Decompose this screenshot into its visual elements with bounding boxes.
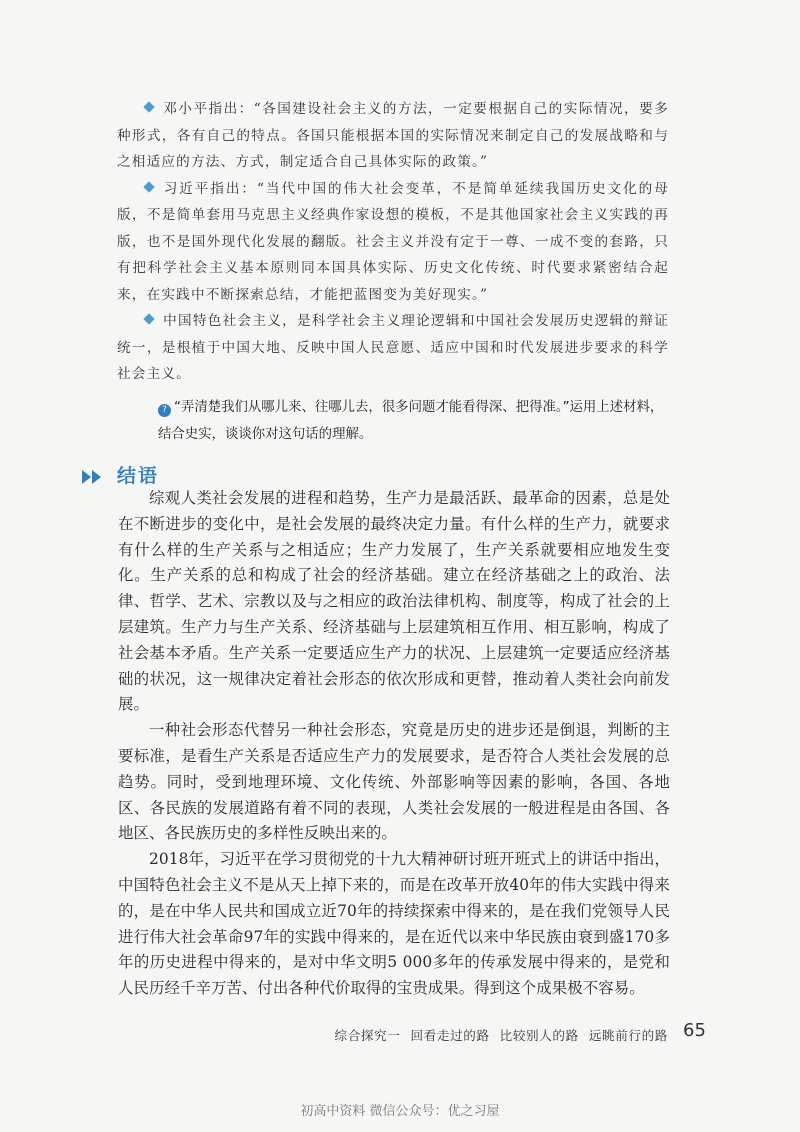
conclusion-body (118, 486, 670, 1002)
page-number: 65 (683, 1020, 706, 1041)
double-arrow-icon (82, 470, 108, 484)
quote-xi (117, 176, 669, 309)
diamond-bullet-icon (143, 181, 154, 192)
running-footer (325, 1025, 668, 1044)
watermark-text: 初高中资料 微信公众号：优之习屋 (300, 1104, 500, 1119)
footer-item: 综合探究一 (334, 1028, 401, 1043)
quote-text: 中国特色社会主义，是科学社会主义理论逻辑和中国社会发展历史逻辑的辩证统一，是根植于中国大地、反映中国人民意愿、适应中国和时代发展进步要求的科学社会主义。 (117, 313, 669, 382)
footer-item: 比较别人的路 (499, 1028, 579, 1043)
quote-deng (117, 96, 669, 176)
diamond-bullet-icon (143, 313, 154, 324)
quote-list (117, 96, 669, 388)
body-paragraph: 一种社会形态代替另一种社会形态，究竟是历史的进步还是倒退，判断的主要标准，是看生产关系是否适应生产力的发展要求，是否符合人类社会发展的总趋势。同时，受到地理环境、文化传统、外部影响等因素的影响，各国、各地区、各民族的发展道路有着不同的表现，人类社会发展的一般进程是由各国、各地区、各民族历史的多样性反映出来的。 (118, 721, 670, 843)
thinking-text: “弄清楚我们从哪儿来、往哪儿去，很多问题才能看得深、把得准。”运用上述材料，结合史实，谈谈你对这句话的理解。 (158, 400, 664, 442)
quote-text: 邓小平指出：“各国建设社会主义的方法，一定要根据自己的实际情况，要多种形式，各有自己的特点。各国只能根据本国的实际情况来制定自己的发展战略和与之相适应的方法、方式，制定适合自己具体实际的政策。” (117, 101, 669, 170)
section-title: 结语 (117, 465, 160, 487)
footer-item: 远眺前行的路 (588, 1028, 668, 1043)
thinking-prompt (158, 394, 668, 448)
question-circle-icon: ? (158, 404, 171, 417)
footer-item: 回看走过的路 (410, 1028, 490, 1043)
body-paragraph: 综观人类社会发展的进程和趋势，生产力是最活跃、最革命的因素，总是处在不断进步的变化中，是社会发展的最终决定力量。有什么样的生产力，就要求有什么样的生产关系与之相适应；生产力发展了，生产关系就要相应地发生变化。生产关系的总和构成了社会的经济基础。建立在经济基础之上的政治、法律、哲学、艺术、宗教以及与之相应的政治法律机构、制度等，构成了社会的上层建筑。生产力与生产关系、经济基础与上层建筑相互作用、相互影响，构成了社会基本矛盾。生产关系一定要适应生产力的状况、上层建筑一定要适应经济基础的状况，这一规律决定着社会形态的依次形成和更替，推动着人类社会向前发展。 (118, 489, 670, 714)
diamond-bullet-icon (143, 101, 154, 112)
quote-summary (117, 308, 669, 388)
quote-text: 习近平指出：“当代中国的伟大社会变革，不是简单延续我国历史文化的母版，不是简单套用马克思主义经典作家设想的模板，不是其他国家社会主义实践的再版，也不是国外现代化发展的翻版。社会主义并没有定于一尊、一成不变的套路，只有把科学社会主义基本原则同本国具体实际、历史文化传统、时代要求紧密结合起来，在实践中不断探索总结，才能把蓝图变为美好现实。” (117, 180, 669, 303)
body-paragraph: 2018年，习近平在学习贯彻党的十九大精神研讨班开班式上的讲话中指出，中国特色社会主义不是从天上掉下来的，而是在改革开放40年的伟大实践中得来的，是在中华人民共和国成立近70年的持续探索中得来的，是在我们党领导人民进行伟大社会革命97年的实践中得来的，是在近代以来中华民族由衰到盛170多年的历史进程中得来的，是对中华文明5 000多年的传承发展中得来的，是党和人民历经千辛万苦、付出各种代价取得的宝贵成果。得到这个成果极不容易。 (118, 850, 670, 998)
